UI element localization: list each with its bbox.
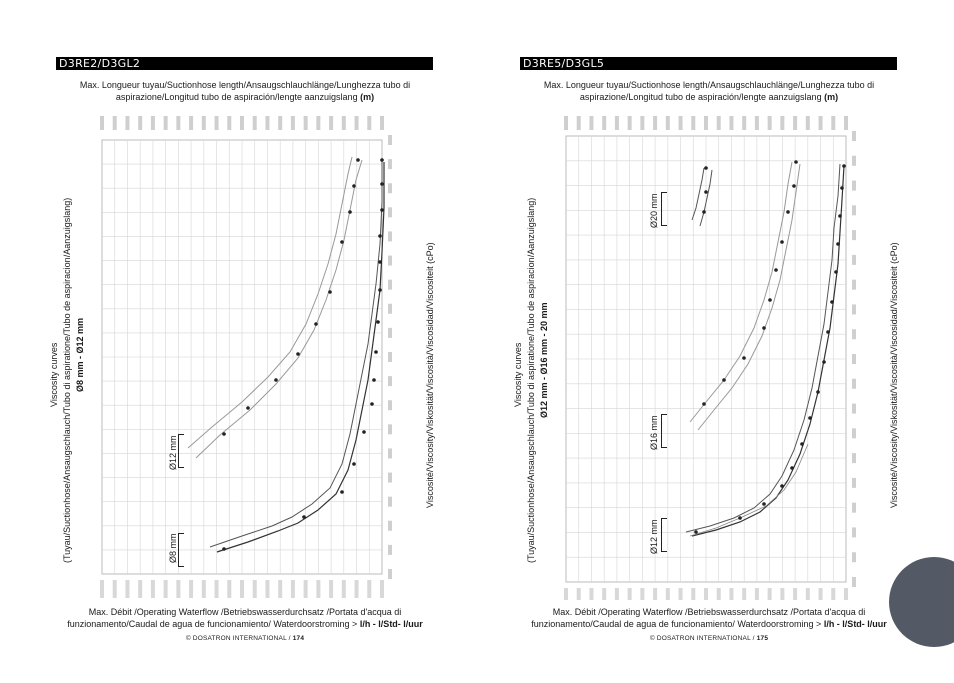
curve-point [372, 378, 376, 382]
top-tick-mark [189, 116, 193, 130]
curve-point [794, 160, 798, 164]
curve-point [694, 530, 698, 534]
curve-point [774, 268, 778, 272]
right-tick-mark [852, 304, 856, 314]
top-tick-mark [717, 116, 721, 130]
bottom-tick-mark [602, 588, 606, 600]
top-tick-mark [202, 116, 206, 130]
top-tick-mark [831, 116, 835, 130]
top-tick-mark [793, 116, 797, 130]
right-tick-mark [388, 183, 392, 193]
top-tick-mark [844, 116, 848, 130]
bottom-tick-mark [164, 580, 168, 598]
top-caption-line2: aspirazione/Longitud tubo de aspiración/lengte aanzuigslang [579, 92, 822, 102]
page-number: 174 [292, 635, 305, 642]
bottom-tick-mark [717, 588, 721, 600]
footer-text: © DOSATRON INTERNATIONAL / [185, 635, 291, 642]
bracket-16mm [661, 414, 667, 448]
bottom-tick-mark [176, 580, 180, 598]
curve-point [352, 462, 356, 466]
bottom-tick-mark [729, 588, 733, 600]
right-tick-mark [388, 473, 392, 483]
top-tick-mark [329, 116, 333, 130]
curve-point [274, 378, 278, 382]
curve-point [362, 430, 366, 434]
curve-point [378, 234, 382, 238]
bottom-caption-unit: l/h - l/Std- l/uur [359, 619, 423, 629]
top-tick-mark [564, 116, 568, 130]
right-tick-mark [388, 376, 392, 386]
page-header: D3RE2/D3GL2 [56, 57, 433, 70]
top-tick-mark [806, 116, 810, 130]
curve-point [302, 515, 306, 519]
curve-point [800, 442, 804, 446]
curve-point [762, 502, 766, 506]
bottom-caption [504, 606, 914, 630]
right-tick-mark [852, 230, 856, 240]
top-tick-mark [691, 116, 695, 130]
right-tick-mark [852, 280, 856, 290]
bottom-tick-mark [628, 588, 632, 600]
diameter-label-16mm: Ø16 mm [649, 415, 659, 450]
top-tick-mark [278, 116, 282, 130]
bottom-tick-mark [342, 580, 346, 598]
right-tick-mark [388, 256, 392, 266]
top-caption-line1: Max. Longueur tuyau/Suctionhose length/Ansaugschlauchlänge/Lunghezza tubo di [543, 80, 875, 90]
curve-point [380, 208, 384, 212]
top-tick-mark [215, 116, 219, 130]
right-tick-mark [388, 400, 392, 410]
top-tick-mark [240, 116, 244, 130]
top-tick-mark [316, 116, 320, 130]
top-tick-mark [615, 116, 619, 130]
curve-point [378, 288, 382, 292]
curve-point [348, 210, 352, 214]
top-tick-mark [679, 116, 683, 130]
top-tick-mark [768, 116, 772, 130]
top-tick-mark [138, 116, 142, 130]
top-tick-mark [729, 116, 733, 130]
diameter-label-8mm: Ø8 mm [168, 533, 178, 563]
chart-svg [92, 112, 408, 600]
bottom-tick-mark [691, 588, 695, 600]
right-caption: Viscosité/Viscosity/Viskosität/Viscosità/Viscosidad/Viscositeit (cPo) [889, 242, 899, 508]
right-tick-mark [852, 156, 856, 166]
curve-point [356, 158, 360, 162]
curve-point [370, 402, 374, 406]
curve-point [790, 466, 794, 470]
top-tick-mark [589, 116, 593, 130]
curve-point [786, 210, 790, 214]
bottom-tick-mark [844, 588, 848, 600]
right-tick-mark [388, 135, 392, 145]
curve-point [838, 214, 842, 218]
right-tick-mark [852, 181, 856, 191]
top-tick-mark [755, 116, 759, 130]
right-tick-mark [852, 255, 856, 265]
bracket-8mm [178, 533, 184, 567]
curve-point [822, 360, 826, 364]
bottom-tick-mark [100, 580, 104, 598]
curve-point [378, 260, 382, 264]
bottom-tick-mark [215, 580, 219, 598]
right-tick-mark [388, 545, 392, 555]
top-caption-unit: (m) [824, 92, 839, 102]
left-caption-3: Ø8 mm - Ø12 mm [75, 317, 85, 392]
curve-point [836, 242, 840, 246]
curve-point [826, 330, 830, 334]
right-tick-mark [852, 503, 856, 513]
curve-point [840, 186, 844, 190]
top-caption-unit: (m) [360, 92, 375, 102]
top-caption [514, 79, 904, 103]
right-tick-mark [852, 404, 856, 414]
right-tick-mark [388, 207, 392, 217]
bottom-tick-mark [329, 580, 333, 598]
bottom-tick-mark [125, 580, 129, 598]
bottom-tick-mark [189, 580, 193, 598]
bracket-12mm [178, 434, 184, 468]
left-caption-2: (Tuyau/Suctionhose/Ansaugschlauch/Tubo di aspiratione/Tubo de aspiracion/Aanzuigslang) [526, 197, 536, 563]
bottom-tick-mark [666, 588, 670, 600]
bottom-tick-mark [806, 588, 810, 600]
bottom-tick-mark [577, 588, 581, 600]
bottom-tick-mark [240, 580, 244, 598]
curve-point [722, 378, 726, 382]
bracket-20mm [661, 192, 667, 226]
curve-point [380, 158, 384, 162]
top-tick-mark [780, 116, 784, 130]
right-tick-mark [388, 448, 392, 458]
curve-point [780, 240, 784, 244]
curve-point [808, 416, 812, 420]
top-tick-mark [164, 116, 168, 130]
bottom-tick-mark [380, 580, 384, 598]
left-caption-2: (Tuyau/Suctionhose/Ansaugschlauch/Tubo di aspiratione/Tubo de aspiracion/Aanzuigslang) [62, 197, 72, 563]
bottom-tick-mark [742, 588, 746, 600]
top-tick-mark [291, 116, 295, 130]
bottom-tick-mark [304, 580, 308, 598]
bottom-tick-mark [704, 588, 708, 600]
curve-point [762, 326, 766, 330]
left-caption-3: Ø12 mm - Ø16 mm - 20 mm [539, 302, 549, 418]
right-tick-mark [388, 280, 392, 290]
bottom-tick-mark [316, 580, 320, 598]
top-tick-mark [640, 116, 644, 130]
curve-point [702, 402, 706, 406]
curve-point [742, 356, 746, 360]
curve-point [834, 270, 838, 274]
top-tick-mark [304, 116, 308, 130]
top-tick-mark [176, 116, 180, 130]
curve-point [328, 290, 332, 294]
right-tick-mark [388, 424, 392, 434]
bottom-tick-mark [831, 588, 835, 600]
top-tick-mark [819, 116, 823, 130]
top-tick-mark [742, 116, 746, 130]
right-tick-mark [388, 497, 392, 507]
right-tick-mark [852, 552, 856, 562]
bottom-tick-mark [291, 580, 295, 598]
right-tick-mark [388, 231, 392, 241]
bottom-tick-mark [367, 580, 371, 598]
top-tick-mark [577, 116, 581, 130]
bottom-tick-mark [253, 580, 257, 598]
bottom-tick-mark [113, 580, 117, 598]
top-tick-mark [367, 116, 371, 130]
right-tick-mark [852, 527, 856, 537]
curve-point [296, 352, 300, 356]
bottom-caption-line2: funzionamento/Caudal de agua de funcionamiento/ Waterdoorstroming > [531, 619, 822, 629]
bottom-tick-mark [138, 580, 142, 598]
bottom-caption [40, 606, 450, 630]
bottom-tick-mark [151, 580, 155, 598]
right-tick-mark [852, 354, 856, 364]
bottom-tick-mark [615, 588, 619, 600]
top-tick-mark [151, 116, 155, 130]
right-tick-mark [388, 304, 392, 314]
right-tick-mark [388, 328, 392, 338]
bottom-tick-mark [653, 588, 657, 600]
top-caption [50, 79, 440, 103]
curve-point [222, 432, 226, 436]
curve-point [340, 240, 344, 244]
right-tick-mark [852, 428, 856, 438]
bottom-tick-mark [768, 588, 772, 600]
curve-point [380, 182, 384, 186]
curve-point [780, 484, 784, 488]
bottom-tick-mark [227, 580, 231, 598]
diameter-label-20mm: Ø20 mm [649, 193, 659, 228]
curve-point [246, 406, 250, 410]
bottom-caption-line2: funzionamento/Caudal de agua de funcionamiento/ Waterdoorstroming > [67, 619, 358, 629]
viscosity-chart-left [92, 112, 408, 600]
top-caption-line2: aspirazione/Longitud tubo de aspiración/lengte aanzuigslang [115, 92, 358, 102]
bottom-caption-line1: Max. Débit /Operating Waterflow /Betriebswasserdurchsatz /Portata d'acqua di [88, 607, 402, 617]
top-tick-mark [653, 116, 657, 130]
page-number: 175 [756, 635, 769, 642]
bottom-caption-unit: l/h - l/Std- l/uur [823, 619, 887, 629]
viscosity-chart-right [556, 112, 872, 600]
left-caption-1: Viscosity curves [513, 342, 523, 407]
top-tick-mark [355, 116, 359, 130]
bottom-tick-mark [793, 588, 797, 600]
right-caption: Viscosité/Viscosity/Viskosität/Viscosità/Viscosidad/Viscositeit (cPo) [425, 242, 435, 508]
bottom-tick-mark [679, 588, 683, 600]
top-tick-mark [265, 116, 269, 130]
right-tick-mark [388, 569, 392, 579]
curve-point [704, 190, 708, 194]
right-tick-mark [388, 521, 392, 531]
curve-point [738, 516, 742, 520]
curve-point [314, 322, 318, 326]
top-tick-mark [666, 116, 670, 130]
left-caption-1: Viscosity curves [49, 342, 59, 407]
curve-point [830, 300, 834, 304]
right-tick-mark [852, 205, 856, 215]
bottom-tick-mark [355, 580, 359, 598]
right-tick-mark [852, 329, 856, 339]
curve-point [352, 184, 356, 188]
top-tick-mark [380, 116, 384, 130]
curve-point [340, 490, 344, 494]
right-tick-mark [388, 352, 392, 362]
bottom-tick-mark [265, 580, 269, 598]
right-tick-mark [852, 478, 856, 488]
bottom-tick-mark [780, 588, 784, 600]
bottom-tick-mark [589, 588, 593, 600]
top-tick-mark [100, 116, 104, 130]
curve-point [768, 298, 772, 302]
curve-point [816, 390, 820, 394]
page-header: D3RE5/D3GL5 [520, 57, 897, 70]
curve-point [842, 164, 846, 168]
top-tick-mark [704, 116, 708, 130]
bottom-tick-mark [202, 580, 206, 598]
right-tick-mark [852, 379, 856, 389]
right-tick-mark [852, 131, 856, 141]
top-tick-mark [125, 116, 129, 130]
top-tick-mark [628, 116, 632, 130]
curve-point [702, 210, 706, 214]
curve-point [376, 320, 380, 324]
chart-svg [556, 112, 872, 600]
footer [120, 635, 370, 642]
curve-point [792, 184, 796, 188]
curve-point [222, 547, 226, 551]
diameter-label-12mm: Ø12 mm [168, 435, 178, 470]
bottom-tick-mark [640, 588, 644, 600]
bottom-tick-mark [564, 588, 568, 600]
bottom-tick-mark [755, 588, 759, 600]
top-tick-mark [602, 116, 606, 130]
footer-text: © DOSATRON INTERNATIONAL / [649, 635, 755, 642]
bottom-tick-mark [278, 580, 282, 598]
top-tick-mark [113, 116, 117, 130]
curve-point [704, 166, 708, 170]
top-tick-mark [227, 116, 231, 130]
footer [584, 635, 834, 642]
bracket-12mm [661, 518, 667, 552]
bottom-caption-line1: Max. Débit /Operating Waterflow /Betriebswasserdurchsatz /Portata d'acqua di [552, 607, 866, 617]
top-tick-mark [253, 116, 257, 130]
page-175 [464, 0, 941, 683]
curve-point [374, 350, 378, 354]
right-tick-mark [852, 453, 856, 463]
diameter-label-12mm: Ø12 mm [649, 519, 659, 554]
right-tick-mark [852, 577, 856, 587]
right-tick-mark [388, 159, 392, 169]
bottom-tick-mark [819, 588, 823, 600]
top-tick-mark [342, 116, 346, 130]
top-caption-line1: Max. Longueur tuyau/Suctionhose length/Ansaugschlauchlänge/Lunghezza tubo di [79, 80, 411, 90]
